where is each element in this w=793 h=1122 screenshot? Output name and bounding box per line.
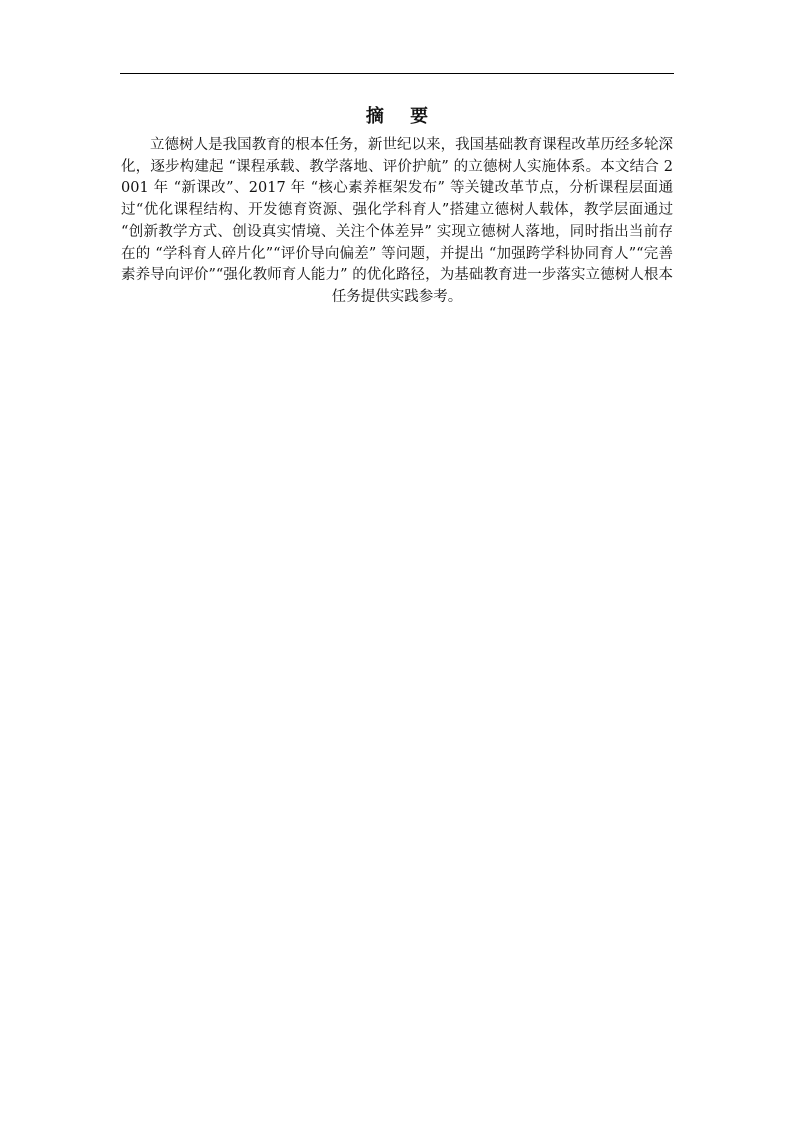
abstract-title: 摘 要: [365, 106, 439, 127]
abstract-paragraph: 立德树人是我国教育的根本任务，新世纪以来，我国基础教育课程改革历经多轮深化，逐步构建起 “课程承载、教学落地、评价护航” 的立德树人实施体系。本文结合 2001 年 “新课改”、2017 年 “核心素养框架发布” 等关键改革节点，分析课程层面通过“优化课程结构、开发德育资源、强化学科育人”搭建立德树人载体，教学层面通过 “创新教学方式、创设真实情境、关注个体差异” 实现立德树人落地，同时指出当前存在的 “学科育人碎片化”“评价导向偏差” 等问题，并提出 “加强跨学科协同育人”“完善素养导向评价”“强化教师育人能力” 的优化路径，为基础教育进一步落实立德树人根本任务提供实践参考。: [121, 137, 673, 305]
header-rule: [120, 73, 674, 74]
